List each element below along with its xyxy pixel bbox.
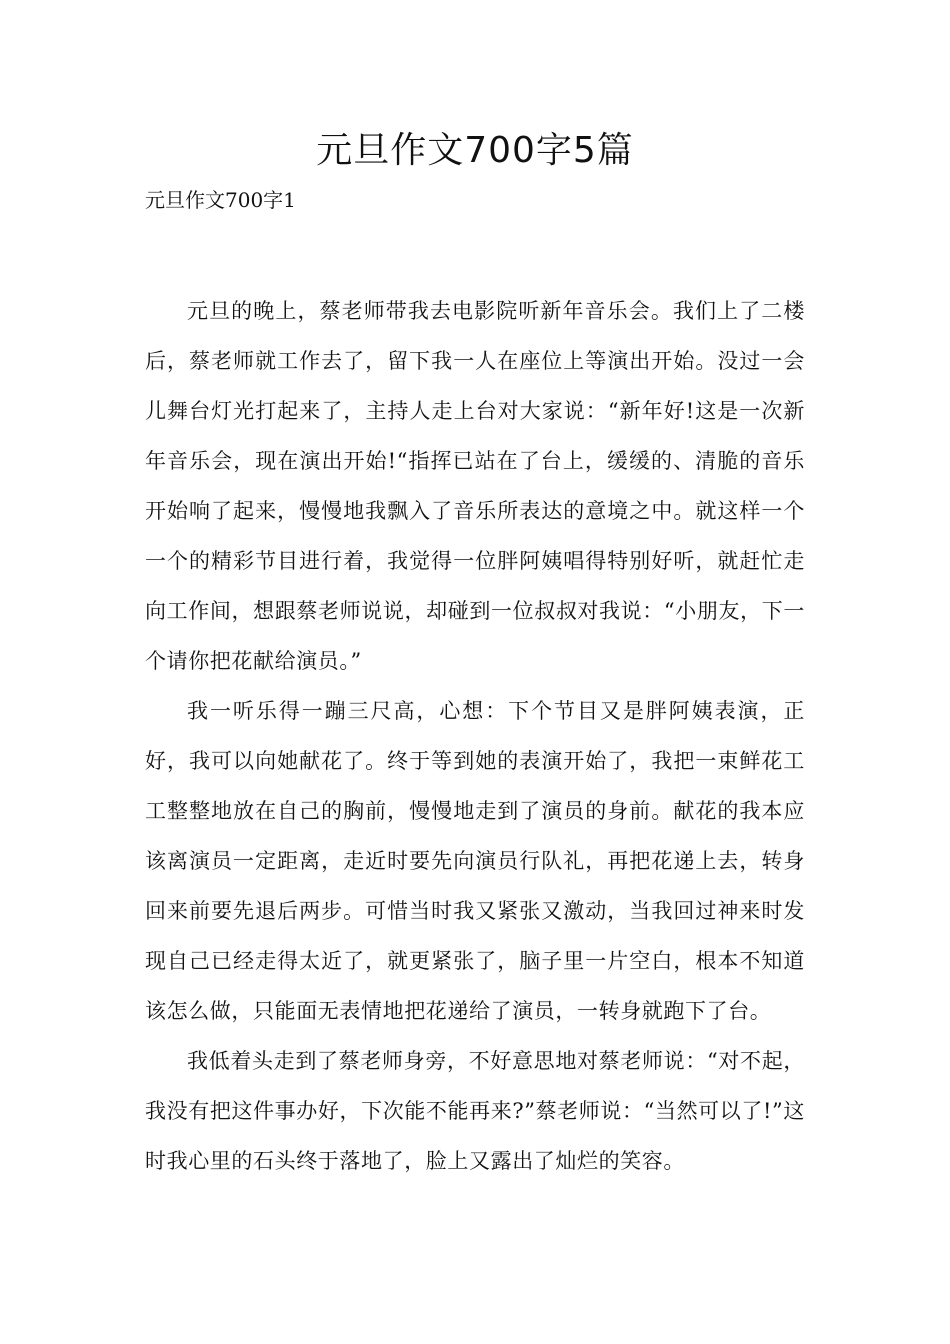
document-title: 元旦作文700字5篇 <box>316 130 634 171</box>
section-subtitle: 元旦作文700字1 <box>145 188 296 212</box>
body-text <box>145 286 805 1186</box>
paragraph-2: 我一听乐得一蹦三尺高，心想：下个节目又是胖阿姨表演，正好，我可以向她献花了。终于等到她的表演开始了，我把一束鲜花工工整整地放在自己的胸前，慢慢地走到了演员的身前。献花的我本应该离演员一定距离，走近时要先向演员行队礼，再把花递上去，转身回来前要先退后两步。可惜当时我又紧张又激动，当我回过神来时发现自己已经走得太近了，就更紧张了，脑子里一片空白，根本不知道该怎么做，只能面无表情地把花递给了演员，一转身就跑下了台。 <box>145 699 805 1023</box>
paragraph-3: 我低着头走到了蔡老师身旁，不好意思地对蔡老师说：“对不起，我没有把这件事办好，下次能不能再来?”蔡老师说：“当然可以了!”这时我心里的石头终于落地了，脸上又露出了灿烂的笑容。 <box>145 1049 805 1173</box>
paragraph-1: 元旦的晚上，蔡老师带我去电影院听新年音乐会。我们上了二楼后，蔡老师就工作去了，留下我一人在座位上等演出开始。没过一会儿舞台灯光打起来了，主持人走上台对大家说：“新年好!这是一次新年音乐会，现在演出开始!“指挥已站在了台上，缓缓的、清脆的音乐开始响了起来，慢慢地我飘入了音乐所表达的意境之中。就这样一个一个的精彩节目进行着，我觉得一位胖阿姨唱得特别好听，就赶忙走向工作间，想跟蔡老师说说，却碰到一位叔叔对我说：“小朋友，下一个请你把花献给演员。” <box>145 299 805 673</box>
